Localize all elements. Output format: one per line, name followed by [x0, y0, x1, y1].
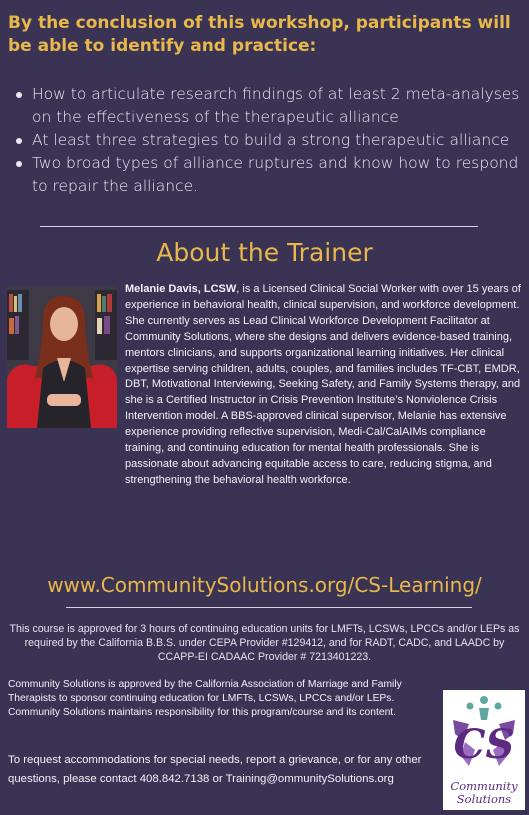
about-trainer-title: About the Trainer: [156, 238, 373, 267]
objective-item: Two broad types of alliance ruptures and know how to respond to repair the alliance.: [14, 152, 524, 198]
ce-approval-text: This course is approved for 3 hours of continuing education units for LMFTs, LCSWs, LPCCs and/or LEPs as required by the California B.B.S. under CEPA Provider #129412, and for RADT, CADC, and LAADC by CCAPP-EI CADAAC Provider # 7213401223.: [9, 623, 520, 663]
logo-text-line2: Solutions: [456, 792, 512, 806]
website-link[interactable]: www.CommunitySolutions.org/CS-Learning/: [47, 573, 482, 597]
camft-approval-text: Community Solutions is approved by the California Association of Marriage and Family Therapists to sponsor continuing education for LMFTs, LCSWs, LPCCs and/or LEPs. Community Solutions maintains responsibility for this program/course and its content.: [8, 679, 402, 718]
logo-monogram: CS: [453, 721, 515, 768]
accommodations-request-text: To request accommodations for special needs, report a grievance, or for any other questions, please contact 408.842.7138 or Training@ommunitySolutions.org: [8, 754, 422, 785]
trainer-bio-text: , is a Licensed Clinical Social Worker with over 15 years of experience in behavioral health, clinical supervision, and workforce development. She currently serves as Lead Clinical Workforce Development Facilitator at Community Solutions, where she designs and delivers evidence-based training, mentors clinicians, and supports organizational learning initiatives. Her clinical expertise serving children, adults, couples, and families includes TF-CBT, EMDR, DBT, Motivational Interviewing, Seeking Safety, and Family Systems therapy, and she is a Certified Instructor in Crisis Prevention Institute’s Nonviolence Crisis Intervention model. A BBS-approved clinical supervisor, Melanie has extensive experience providing reflective supervision, Medi-Cal/CalAIMs compliance training, and continuing education for mental health professionals. She is passionate about advancing equitable access to care, reducing stigma, and strengthening the behavioral health workforce.: [125, 283, 521, 486]
objectives-heading: By the conclusion of this workshop, participants will be able to identify and practice:: [8, 13, 511, 56]
trainer-portrait-image: [7, 286, 117, 428]
trainer-photo: [7, 286, 117, 428]
trainer-name: Melanie Davis, LCSW: [125, 283, 237, 295]
logo-text-line1: Community: [450, 779, 518, 793]
divider: [40, 226, 478, 227]
logo-mark: [443, 690, 525, 776]
objective-item: At least three strategies to build a strong therapeutic alliance: [14, 129, 524, 152]
trainer-bio: [125, 282, 521, 489]
objective-item: How to articulate research findings of at least 2 meta-analyses on the effectiveness of the therapeutic alliance: [14, 83, 524, 129]
objectives-list: [14, 83, 524, 198]
community-solutions-logo: [443, 690, 525, 810]
divider: [66, 607, 472, 608]
